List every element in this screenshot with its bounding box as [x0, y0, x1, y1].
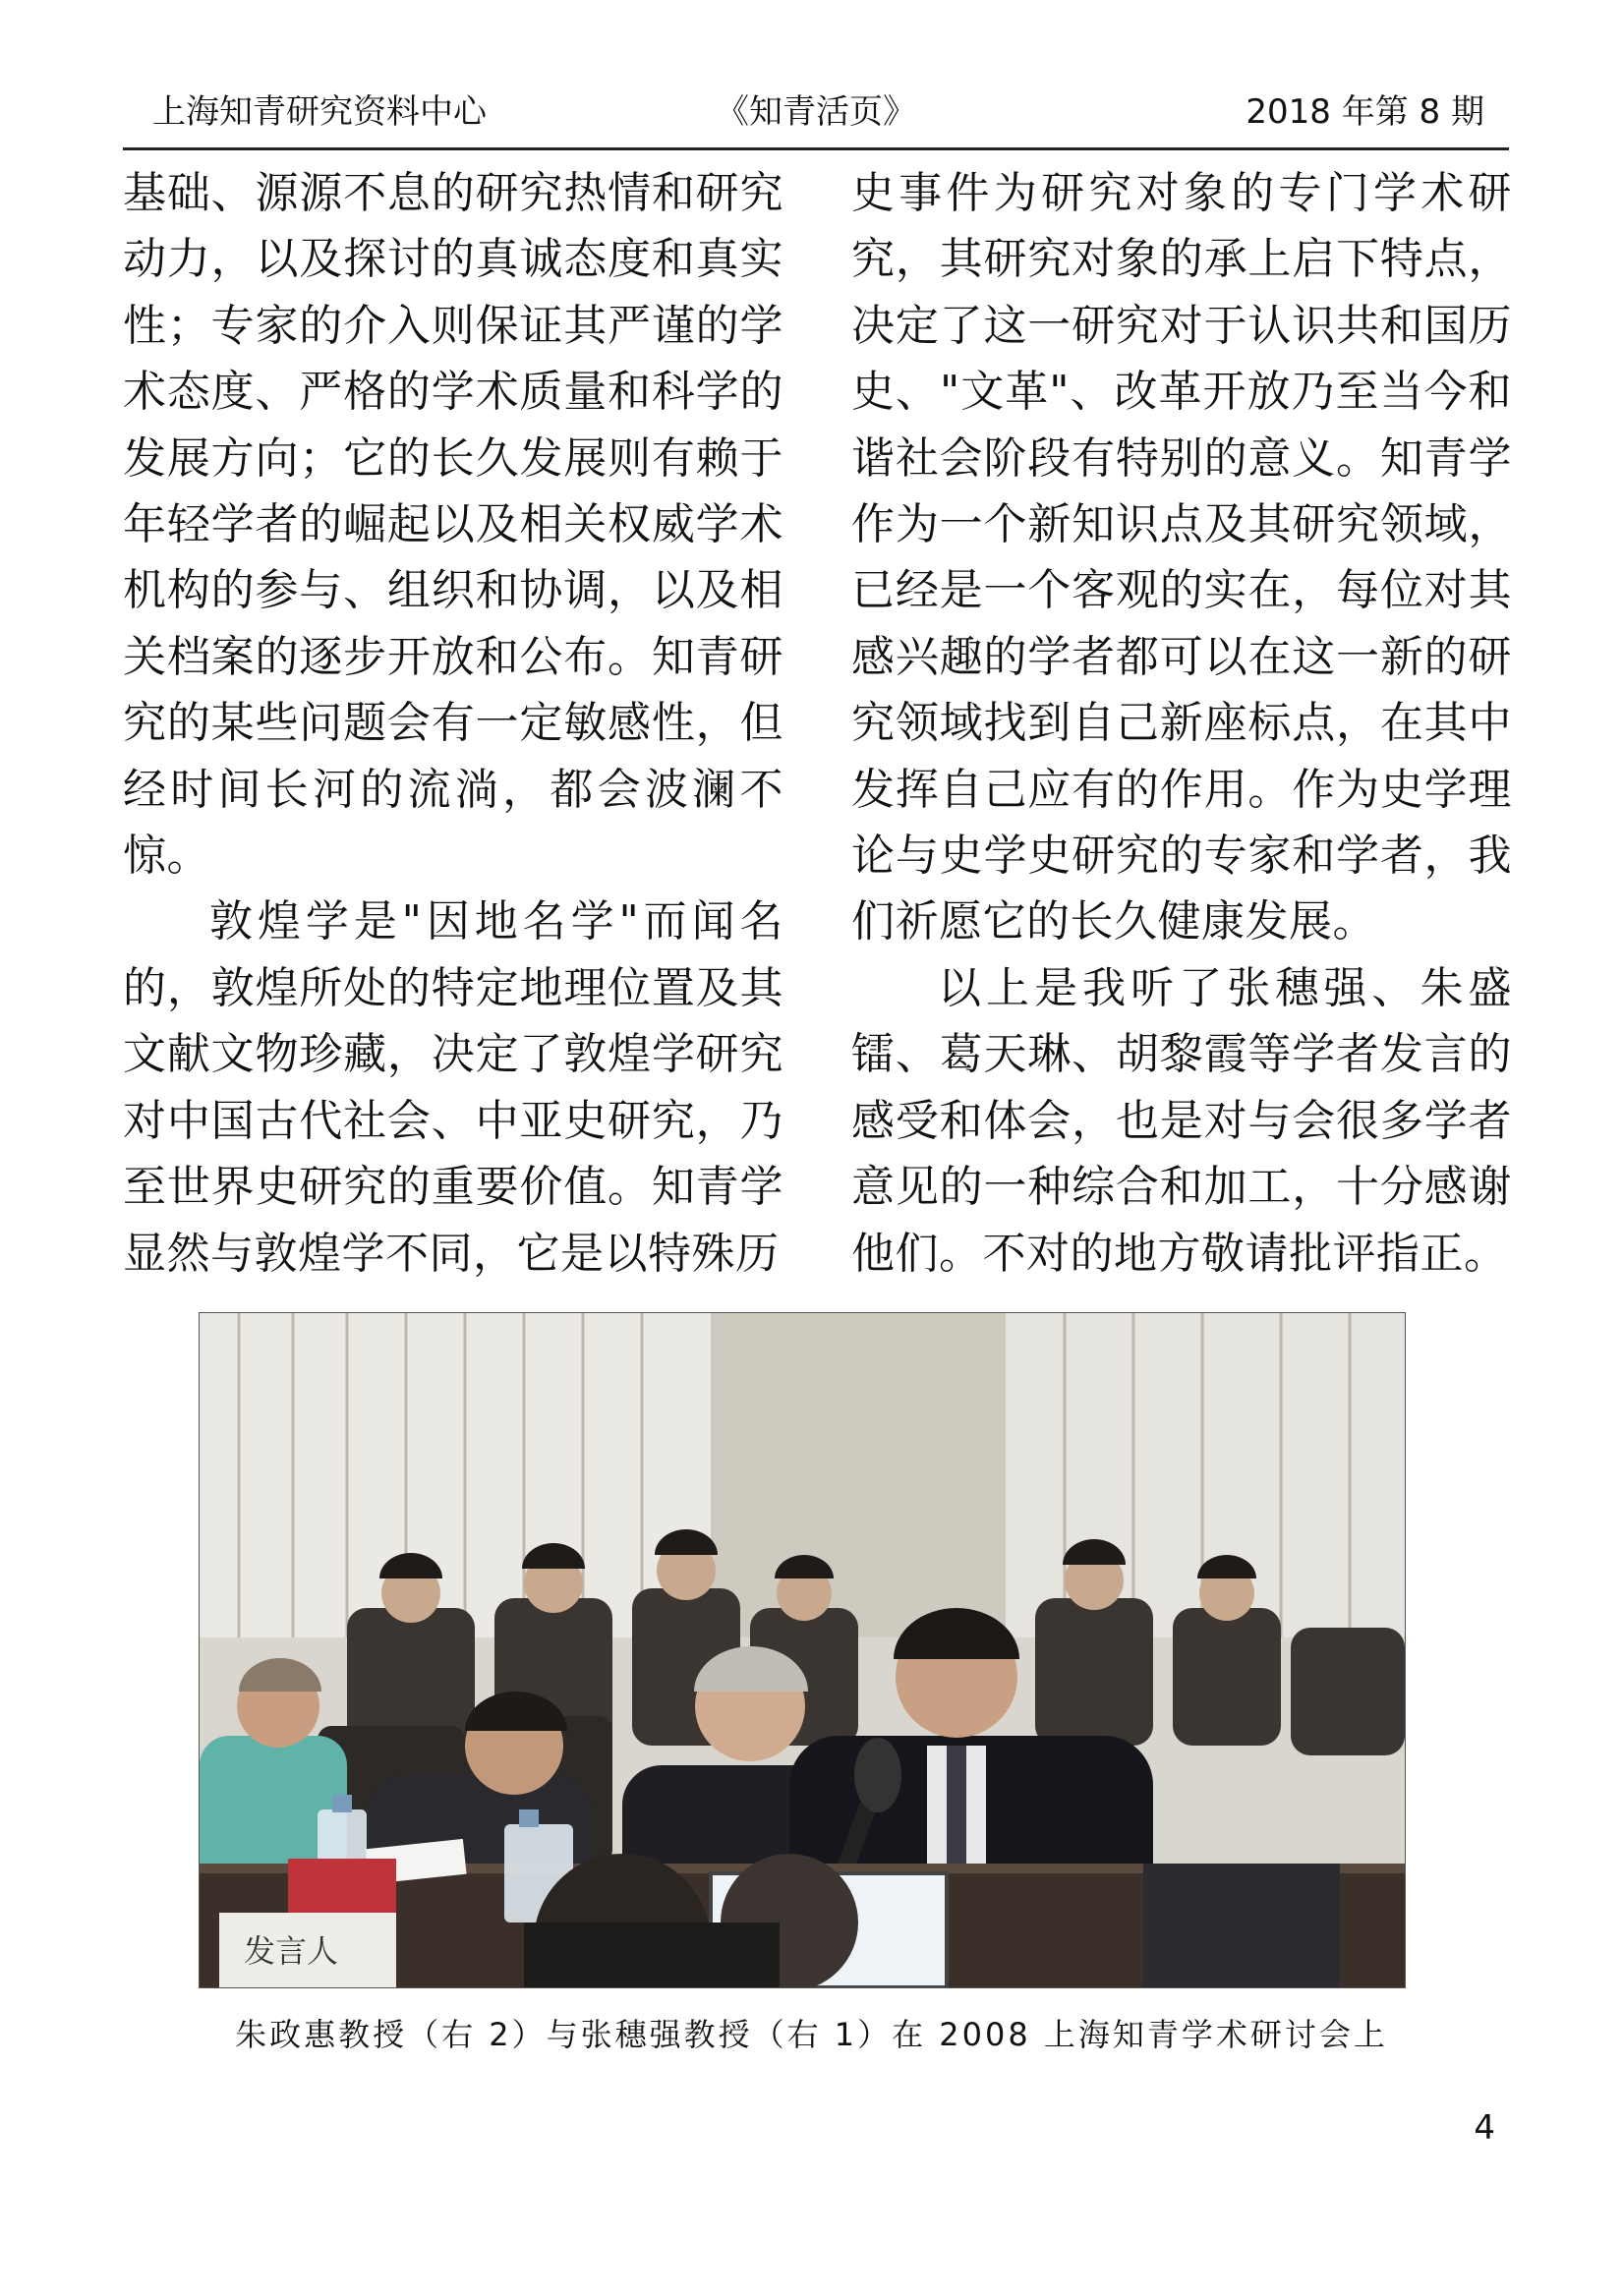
page-number: 4: [1474, 2108, 1495, 2148]
right-column: [851, 160, 1512, 1287]
header-issue: 2018 年第 8 期: [1246, 92, 1484, 132]
page-header: [123, 90, 1509, 147]
left-paragraph-1: 基础、源源不息的研究热情和研究动力，以及探讨的真诚态度和真实性；专家的介入则保证其严谨的学术态度、严格的学术质量和科学的发展方向；它的长久发展则有赖于年轻学者的崛起以及相关权威学术机构的参与、组织和协调，以及相关档案的逐步开放和公布。知青研究的某些问题会有一定敏感性，但经时间长河的流淌，都会波澜不惊。: [123, 168, 783, 882]
conference-photo: [199, 1312, 1406, 1988]
name-placard: 发言人: [244, 1932, 339, 1970]
header-publisher: 上海知青研究资料中心: [152, 92, 487, 132]
photo-caption: 朱政惠教授（右 2）与张穗强教授（右 1）在 2008 上海知青学术研讨会上: [235, 2016, 1388, 2053]
left-column: [123, 160, 783, 1287]
header-publication-title: 《知青活页》: [716, 92, 916, 132]
right-paragraph-2: 以上是我听了张穗强、朱盛镭、葛天琳、胡黎霞等学者发言的感受和体会，也是对与会很多学者意见的一种综合和加工，十分感谢他们。不对的地方敬请批评指正。: [851, 962, 1512, 1279]
left-paragraph-2: 敦煌学是"因地名学"而闻名的，敦煌所处的特定地理位置及其文献文物珍藏，决定了敦煌学研究对中国古代社会、中亚史研究，乃至世界史研究的重要价值。知青学显然与敦煌学不同，它是以特殊历: [123, 896, 783, 1279]
header-rule: [123, 147, 1509, 150]
right-paragraph-1: 史事件为研究对象的专门学术研究，其研究对象的承上启下特点，决定了这一研究对于认识共和国历史、"文革"、改革开放乃至当今和谐社会阶段有特别的意义。知青学作为一个新知识点及其研究领域，已经是一个客观的实在，每位对其感兴趣的学者都可以在这一新的研究领域找到自己新座标点，在其中发挥自己应有的作用。作为史学理论与史学史研究的专家和学者，我们祈愿它的长久健康发展。: [851, 168, 1512, 947]
